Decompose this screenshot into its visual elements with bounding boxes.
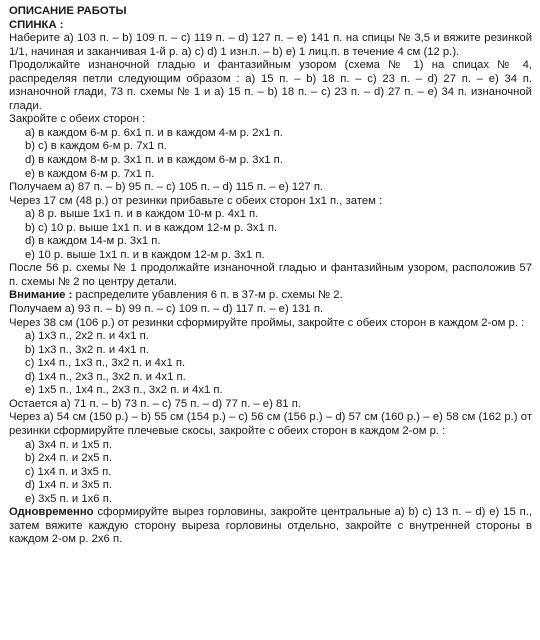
paragraph-text: Наберите а) 103 п. – b) 109 п. – c) 119 п. – d) 127 п. – e) 141 п. на спицы № 3,5 и вяжите резинкой 1/1, начиная и заканчивая 1-й р. a) c) d) 1 изн.п. – b) e) 1 лиц.п. в течение 4 см (12 р.). [9,32,532,58]
paragraph [9,506,532,547]
list-item: a) в каждом 6-м р. 6х1 п. и в каждом 4-м р. 2х1 п. [25,126,283,139]
list-item: b) 1х3 п., 3х2 п. и 4х1 п. [25,343,149,356]
list-item: e) в каждом 6-м р. 7х1 п. [25,167,155,180]
size-list [9,330,532,398]
size-list [9,439,532,507]
list-item: d) в каждом 14-м р. 3х1 п. [25,235,161,248]
list-item: a) 3х4 п. и 1х5 п. [25,438,112,451]
paragraph-text: распределите убавления 6 п. в 37-м р. схемы № 2. [72,289,343,302]
list-item: b) 2х4 п. и 2х5 п. [25,452,112,465]
paragraph [9,289,532,303]
list-item: a) 8 р. выше 1х1 п. и в каждом 10-м р. 4х1 п. [25,208,259,221]
list-item: e) 3х5 п. и 1х6 п. [25,492,112,505]
list-item: c) 1х4 п., 1х3 п., 3х2 п. и 4х1 п. [25,357,186,370]
paragraph [9,262,532,289]
list-item: d) 1х4 п., 2х3 п., 3х2 п. и 4х1 п. [25,370,186,383]
paragraph-text: сформируйте вырез горловины, закройте центральные a) b) c) 13 п. – d) e) 15 п., затем вяжите каждую сторону выреза горловины отдельно, закройте с внутренней стороны в каждом 2-ом р. 2х6 п. [9,506,532,546]
paragraph [9,195,532,209]
paragraph [9,113,532,127]
list-item: e) 10 р. выше 1х1 п. и в каждом 12-м р. 3х1 п. [25,248,265,261]
list-item: b) c) 10 р. выше 1х1 п. и в каждом 12-м р. 3х1 п. [25,221,278,234]
paragraph-lead: Одновременно [9,506,94,519]
paragraph [9,59,532,113]
instructions-body [9,32,532,547]
paragraph [9,398,532,412]
paragraph [9,411,532,438]
paragraph [9,181,532,195]
list-item: d) 1х4 п. и 3х5 п. [25,479,112,492]
paragraph-text: Получаем a) 87 п. – b) 95 п. – c) 105 п. – d) 115 п. – e) 127 п. [9,181,324,194]
paragraph-text: Закройте с обеих сторон : [9,113,146,126]
paragraph-lead: Внимание : [9,289,73,302]
paragraph-text: После 56 р. схемы № 1 продолжайте изнаночной гладью и фантазийным узором, расположив 57 п. схемы № 2 по центру детали. [9,262,532,288]
list-item: b) c) в каждом 6-м р. 7х1 п. [25,140,167,153]
paragraph-text: Через a) 54 см (150 р.) – b) 55 см (154 р.) – c) 56 см (156 р.) – d) 57 см (160 р.) – e) 58 см (162 р.) от резинки сформируйте плечевые скосы, закройте с обеих сторон в каждом 2-ом р. : [9,411,532,437]
paragraph [9,303,532,317]
paragraph-text: Через 38 см (106 р.) от резинки сформируйте проймы, закройте с обеих сторон в каждом 2-ом р. : [9,316,525,329]
paragraph [9,32,532,59]
paragraph [9,317,532,331]
paragraph-text: Продолжайте изнаночной гладью и фантазийным узором (схема № 1) на спицах № 4, распределяя петли следующим образом : a) 15 п. – b) 18 п. – c) 23 п. – d) 27 п. – e) 34 п. изнаночной глади, 73 п. схемы № 1 и a) 15 п. – b) 18 п. – c) 23 п. – d) 27 п. – e) 34 п. изнаночной глади. [9,59,532,112]
list-item: a) 1х3 п., 2х2 п. и 4х1 п. [25,330,149,343]
document-title: ОПИСАНИЕ РАБОТЫ [9,5,127,17]
size-list [9,127,532,181]
list-item: d) в каждом 8-м р. 3х1 п. и в каждом 6-м р. 3х1 п. [25,154,283,167]
paragraph-text: Через 17 см (48 р.) от резинки прибавьте с обеих сторон 1х1 п., затем : [9,194,383,207]
paragraph-text: Остается a) 71 п. – b) 73 п. – c) 75 п. – d) 77 п. – e) 81 п. [9,397,301,410]
list-item: c) 1х4 п. и 3х5 п. [25,465,112,478]
section-heading: СПИНКА : [9,18,64,31]
paragraph-text: Получаем a) 93 п. – b) 99 п. – c) 109 п. – d) 117 п. – e) 131 п. [9,303,324,316]
list-item: e) 1х5 п., 1х4 п., 2х3 п., 3х2 п. и 4х1 п. [25,384,223,397]
size-list [9,208,532,262]
